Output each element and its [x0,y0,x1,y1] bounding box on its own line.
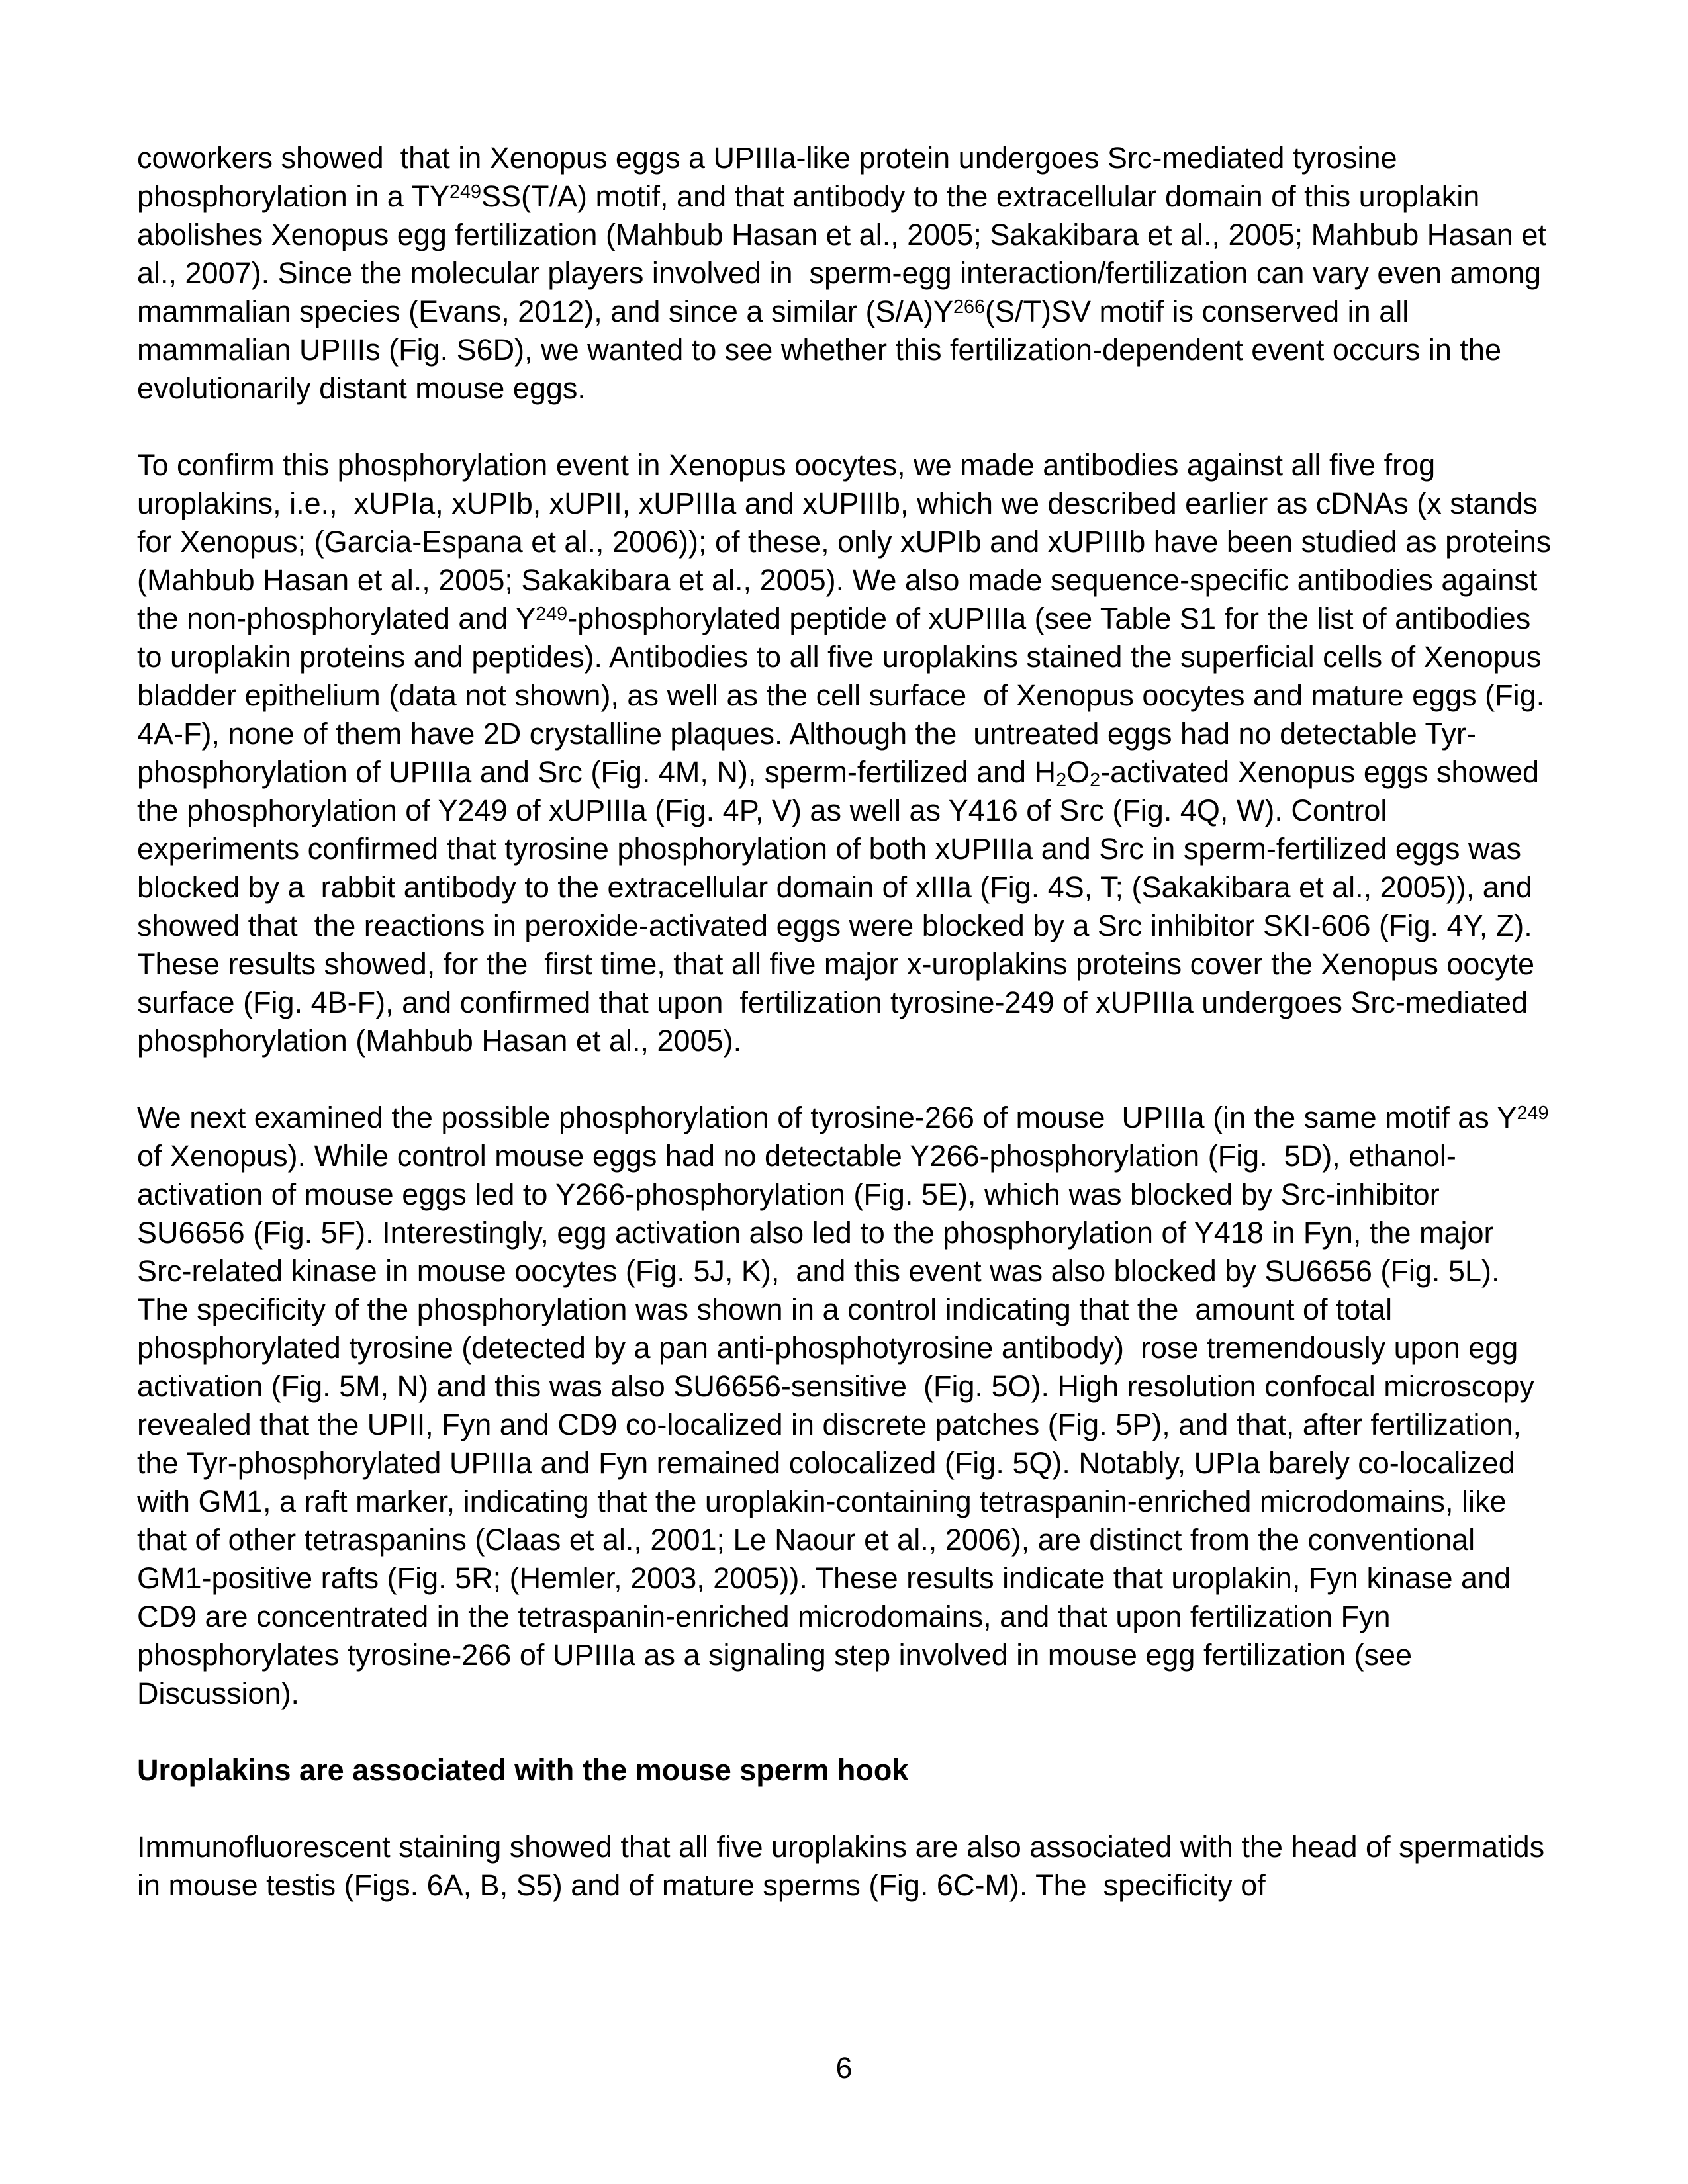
text-run: -phosphorylated peptide of xUPIIIa (see Table S1 for the list of antibodies to uroplakin proteins and peptides). Antibodies to all five uroplakins stained the superficial cells of Xenopus bladder epithelium (data not shown), as well as the cell surface of Xenopus oocytes and mature eggs (Fig. 4A-F), none of them have 2D crystalline plaques. Although the untreated eggs had no detectable Tyr-phosphorylation of UPIIIa and Src (Fig. 4M, N), sperm-fertilized and H [137,602,1558,789]
text-run: of Xenopus). While control mouse eggs had no detectable Y266-phosphorylation (Fig. 5D), ethanol-activation of mouse eggs led to Y266-phosphorylation (Fig. 5E), which was blocked by Src-inhibitor SU6656 (Fig. 5F). Interestingly, egg activation also led to the phosphorylation of Y418 in Fyn, the major Src-related kinase in mouse oocytes (Fig. 5J, K), and this event was also blocked by SU6656 (Fig. 5L). The specificity of the phosphorylation was shown in a control indicating that the amount of total phosphorylated tyrosine (detected by a pan anti-phosphotyrosine antibody) rose tremendously upon egg activation (Fig. 5M, N) and this was also SU6656-sensitive (Fig. 5O). High resolution confocal microscopy revealed that the UPII, Fyn and CD9 co-localized in discrete patches (Fig. 5P), and that, after fertilization, the Tyr-phosphorylated UPIIIa and Fyn remained colocalized (Fig. 5Q). Notably, UPIa barely co-localized with GM1, a raft marker, indicating that the uroplakin-containing tetraspanin-enriched microdomains, like that of other tetraspanins (Claas et al., 2001; Le Naour et al., 2006), are distinct from the conventional GM1-positive rafts (Fig. 5R; (Hemler, 2003, 2005)). These results indicate that uroplakin, Fyn kinase and CD9 are concentrated in the tetraspanin-enriched microdomains, and that upon fertilization Fyn phosphorylates tyrosine-266 of UPIIIa as a signaling step involved in mouse egg fertilization (see Discussion). [137,1101,1557,1710]
text-run: We next examined the possible phosphorylation of tyrosine-266 of mouse UPIIIa (in the same motif as Y [137,1101,1517,1134]
paragraph-3 [137,1099,1557,1713]
paragraph-1 [137,139,1554,408]
section-heading: Uroplakins are associated with the mouse sperm hook [137,1753,909,1787]
text-run: coworkers showed that in Xenopus eggs a UPIIIa-like protein undergoes Src-mediated tyrosine phosphorylation in a TY [137,141,1406,213]
superscript-text: 249 [536,604,568,625]
subscript-text: 2 [1090,770,1101,792]
page-content [137,139,1560,1943]
superscript-text: 249 [449,181,482,203]
paragraph-2 [137,446,1560,1060]
subscript-text: 2 [1056,770,1067,792]
superscript-text: 266 [953,296,986,318]
text-run: To confirm this phosphorylation event in Xenopus oocytes, we made antibodies against all five frog uroplakins, i.e., xUPIa, xUPIb, xUPII, xUPIIIa and xUPIIIb, which we described earlier as cDNAs (x stands for Xenopus; (Garcia-Espana et al., 2006)); of these, only xUPIb and xUPIIIb have been studied as proteins (Mahbub Hasan et al., 2005; Sakakibara et al., 2005). We also made sequence-specific antibodies against the non-phosphorylated and Y [137,448,1560,635]
page-number: 6 [835,2051,853,2085]
text-run: (S/T)SV motif is conserved in all mammalian UPIIIs (Fig. S6D), we wanted to see whether this fertilization-dependent event occurs in the evolutionarily distant mouse eggs. [137,295,1510,405]
superscript-text: 249 [1517,1103,1549,1124]
text-run: Immunofluorescent staining showed that all five uroplakins are also associated with the head of spermatids in mouse testis (Figs. 6A, B, S5) and of mature sperms (Fig. 6C-M). The specificity of [137,1830,1553,1902]
paragraph-4 [137,1828,1554,1905]
text-run: -activated Xenopus eggs showed the phosphorylation of Y249 of xUPIIIa (Fig. 4P, V) as well as Y416 of Src (Fig. 4Q, W). Control experiments confirmed that tyrosine phosphorylation of both xUPIIIa and Src in sperm-fertilized eggs was blocked by a rabbit antibody to the extracellular domain of xIIIa (Fig. 4S, T; (Sakakibara et al., 2005)), and showed that the reactions in peroxide-activated eggs were blocked by a Src inhibitor SKI-606 (Fig. 4Y, Z). These results showed, for the first time, that all five major x-uroplakins proteins cover the Xenopus oocyte surface (Fig. 4B-F), and confirmed that upon fertilization tyrosine-249 of xUPIIIa undergoes Src-mediated phosphorylation (Mahbub Hasan et al., 2005). [137,755,1551,1058]
text-run: O [1066,755,1090,789]
text-run: SS(T/A) motif, and that antibody to the extracellular domain of this uroplakin abolishes Xenopus egg fertilization (Mahbub Hasan et al., 2005; Sakakibara et al., 2005; Mahbub Hasan et al., 2007). Since the molecular players involved in sperm-egg interaction/fertilization can vary even among mammalian species (Evans, 2012), and since a similar (S/A)Y [137,179,1555,328]
